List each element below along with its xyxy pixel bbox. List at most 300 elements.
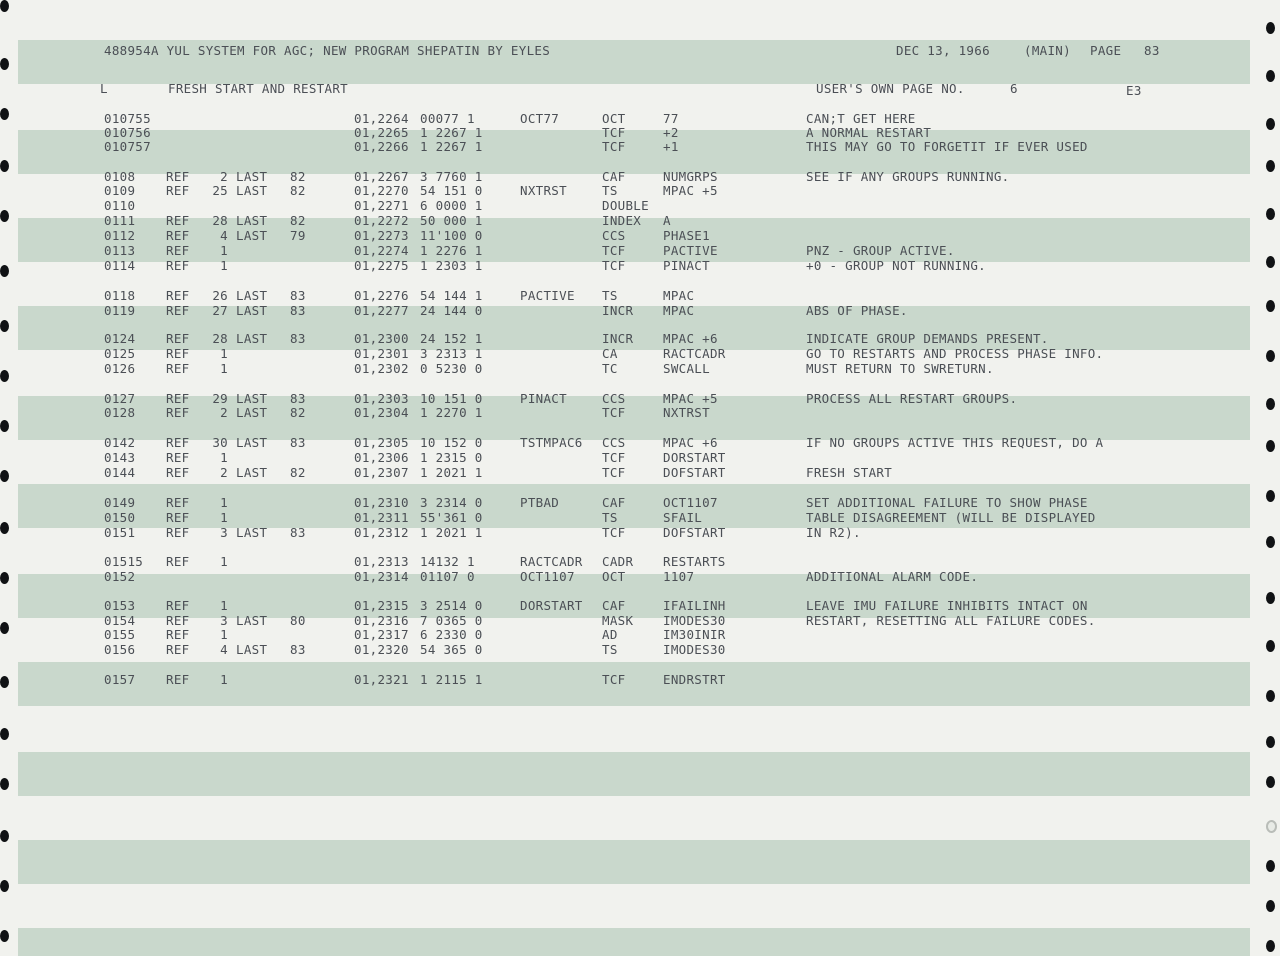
octal-word: 55'361 0 xyxy=(420,510,483,525)
page-number: 83 xyxy=(1144,43,1160,58)
line-number: 0113 xyxy=(104,243,136,258)
line-number: 0152 xyxy=(104,569,136,584)
line-number: 0109 xyxy=(104,183,136,198)
ref-tag: REF xyxy=(166,258,190,273)
ref-page: 79 xyxy=(290,228,306,243)
octal-word: 1 2276 1 xyxy=(420,243,483,258)
ref-tag: REF xyxy=(166,169,190,184)
opcode: TS xyxy=(602,642,618,657)
opcode: TCF xyxy=(602,465,626,480)
ref-count: 1 xyxy=(220,672,228,687)
page-code: E3 xyxy=(1126,83,1142,98)
opcode: TS xyxy=(602,183,618,198)
ref-count: 1 xyxy=(220,258,228,273)
last-tag: LAST xyxy=(236,228,268,243)
symbol-label: PINACT xyxy=(520,391,567,406)
opcode: CCS xyxy=(602,435,626,450)
ref-tag: REF xyxy=(166,465,190,480)
ref-tag: REF xyxy=(166,554,190,569)
operand: NXTRST xyxy=(663,405,710,420)
ref-page: 83 xyxy=(290,525,306,540)
octal-word: 1 2267 1 xyxy=(420,125,483,140)
line-number: 010757 xyxy=(104,139,151,154)
operand: A xyxy=(663,213,671,228)
octal-word: 1 2021 1 xyxy=(420,465,483,480)
last-tag: LAST xyxy=(236,613,268,628)
ref-tag: REF xyxy=(166,183,190,198)
last-tag: LAST xyxy=(236,331,268,346)
line-number: 0157 xyxy=(104,672,136,687)
octal-word: 1 2315 0 xyxy=(420,450,483,465)
ref-count: 1 xyxy=(220,450,228,465)
users-page-number: 6 xyxy=(1010,81,1018,96)
feed-hole xyxy=(0,370,9,382)
address: 01,2301 xyxy=(354,346,409,361)
operand: IMODES30 xyxy=(663,613,726,628)
ref-count: 3 xyxy=(220,613,228,628)
last-tag: LAST xyxy=(236,391,268,406)
operand: MPAC +6 xyxy=(663,331,718,346)
ref-tag: REF xyxy=(166,525,190,540)
ref-tag: REF xyxy=(166,642,190,657)
comment: A NORMAL RESTART xyxy=(806,125,932,140)
feed-hole xyxy=(0,572,9,584)
last-tag: LAST xyxy=(236,213,268,228)
octal-word: 54 365 0 xyxy=(420,642,483,657)
octal-word: 1 2270 1 xyxy=(420,405,483,420)
ref-page: 83 xyxy=(290,435,306,450)
operand: MPAC +5 xyxy=(663,391,718,406)
opcode: TCF xyxy=(602,139,626,154)
operand: SFAIL xyxy=(663,510,703,525)
opcode: TCF xyxy=(602,243,626,258)
operand: NUMGRPS xyxy=(663,169,718,184)
comment: IN R2). xyxy=(806,525,861,540)
opcode: TCF xyxy=(602,672,626,687)
operand: PACTIVE xyxy=(663,243,718,258)
address: 01,2267 xyxy=(354,169,409,184)
ref-count: 1 xyxy=(220,554,228,569)
opcode: TS xyxy=(602,288,618,303)
greenbar-band xyxy=(18,752,1250,796)
ref-count: 4 xyxy=(220,642,228,657)
octal-word: 01107 0 xyxy=(420,569,475,584)
ref-tag: REF xyxy=(166,405,190,420)
feed-hole xyxy=(1266,118,1275,130)
right-feed-holes xyxy=(1264,0,1278,956)
comment: ADDITIONAL ALARM CODE. xyxy=(806,569,979,584)
address: 01,2311 xyxy=(354,510,409,525)
line-number: 0149 xyxy=(104,495,136,510)
line-number: 0151 xyxy=(104,525,136,540)
octal-word: 7 0365 0 xyxy=(420,613,483,628)
ref-page: 82 xyxy=(290,465,306,480)
ref-tag: REF xyxy=(166,435,190,450)
log-section-title: FRESH START AND RESTART xyxy=(168,81,348,96)
feed-hole xyxy=(0,0,9,12)
ref-count: 1 xyxy=(220,361,228,376)
operand: SWCALL xyxy=(663,361,710,376)
address: 01,2316 xyxy=(354,613,409,628)
left-feed-holes xyxy=(0,0,14,956)
octal-word: 10 151 0 xyxy=(420,391,483,406)
line-number: 0119 xyxy=(104,303,136,318)
comment: PNZ - GROUP ACTIVE. xyxy=(806,243,955,258)
ref-page: 82 xyxy=(290,169,306,184)
ref-count: 1 xyxy=(220,627,228,642)
line-number: 0111 xyxy=(104,213,136,228)
octal-word: 10 152 0 xyxy=(420,435,483,450)
ref-count: 28 xyxy=(212,213,228,228)
address: 01,2277 xyxy=(354,303,409,318)
opcode: OCT xyxy=(602,569,626,584)
ref-count: 4 xyxy=(220,228,228,243)
address: 01,2313 xyxy=(354,554,409,569)
address: 01,2315 xyxy=(354,598,409,613)
feed-hole xyxy=(0,265,9,277)
last-tag: LAST xyxy=(236,465,268,480)
line-number: 010756 xyxy=(104,125,151,140)
ref-tag: REF xyxy=(166,243,190,258)
operand: PHASE1 xyxy=(663,228,710,243)
octal-word: 1 2267 1 xyxy=(420,139,483,154)
octal-word: 3 7760 1 xyxy=(420,169,483,184)
address: 01,2266 xyxy=(354,139,409,154)
operand: MPAC +6 xyxy=(663,435,718,450)
comment: INDICATE GROUP DEMANDS PRESENT. xyxy=(806,331,1049,346)
ref-count: 26 xyxy=(212,288,228,303)
line-number: 010755 xyxy=(104,111,151,126)
line-number: 0108 xyxy=(104,169,136,184)
octal-word: 14132 1 xyxy=(420,554,475,569)
line-number: 0114 xyxy=(104,258,136,273)
opcode: INCR xyxy=(602,303,634,318)
feed-hole xyxy=(1266,592,1275,604)
comment: FRESH START xyxy=(806,465,893,480)
line-number: 0155 xyxy=(104,627,136,642)
line-number: 0128 xyxy=(104,405,136,420)
opcode: CCS xyxy=(602,391,626,406)
comment: +0 - GROUP NOT RUNNING. xyxy=(806,258,986,273)
ref-page: 83 xyxy=(290,303,306,318)
operand: +1 xyxy=(663,139,679,154)
line-number: 0110 xyxy=(104,198,136,213)
line-number: 0142 xyxy=(104,435,136,450)
ref-tag: REF xyxy=(166,346,190,361)
octal-word: 1 2303 1 xyxy=(420,258,483,273)
feed-hole xyxy=(1266,940,1275,952)
comment: GO TO RESTARTS AND PROCESS PHASE INFO. xyxy=(806,346,1104,361)
ref-page: 80 xyxy=(290,613,306,628)
octal-word: 24 144 0 xyxy=(420,303,483,318)
ref-page: 83 xyxy=(290,331,306,346)
octal-word: 6 0000 1 xyxy=(420,198,483,213)
operand: ENDRSTRT xyxy=(663,672,726,687)
octal-word: 54 151 0 xyxy=(420,183,483,198)
address: 01,2264 xyxy=(354,111,409,126)
ref-count: 1 xyxy=(220,510,228,525)
operand: MPAC xyxy=(663,303,695,318)
operand: 77 xyxy=(663,111,679,126)
ref-tag: REF xyxy=(166,391,190,406)
line-number: 01515 xyxy=(104,554,144,569)
operand: IMODES30 xyxy=(663,642,726,657)
feed-hole xyxy=(1266,690,1275,702)
opcode: CAF xyxy=(602,495,626,510)
opcode: CAF xyxy=(602,598,626,613)
line-number: 0124 xyxy=(104,331,136,346)
ref-count: 1 xyxy=(220,495,228,510)
ref-tag: REF xyxy=(166,450,190,465)
ref-tag: REF xyxy=(166,672,190,687)
symbol-label: DORSTART xyxy=(520,598,583,613)
address: 01,2317 xyxy=(354,627,409,642)
feed-hole xyxy=(0,470,9,482)
comment: PROCESS ALL RESTART GROUPS. xyxy=(806,391,1018,406)
ref-tag: REF xyxy=(166,598,190,613)
address: 01,2306 xyxy=(354,450,409,465)
feed-hole xyxy=(1266,490,1275,502)
address: 01,2304 xyxy=(354,405,409,420)
ref-tag: REF xyxy=(166,627,190,642)
octal-word: 24 152 1 xyxy=(420,331,483,346)
symbol-label: NXTRST xyxy=(520,183,567,198)
opcode: TCF xyxy=(602,405,626,420)
feed-hole xyxy=(1266,536,1275,548)
feed-hole xyxy=(0,880,9,892)
symbol-label: OCT1107 xyxy=(520,569,575,584)
line-number: 0150 xyxy=(104,510,136,525)
ref-count: 28 xyxy=(212,331,228,346)
last-tag: LAST xyxy=(236,405,268,420)
last-tag: LAST xyxy=(236,303,268,318)
feed-hole xyxy=(1266,300,1275,312)
line-number: 0127 xyxy=(104,391,136,406)
opcode: CCS xyxy=(602,228,626,243)
ref-tag: REF xyxy=(166,228,190,243)
comment: RESTART, RESETTING ALL FAILURE CODES. xyxy=(806,613,1096,628)
feed-hole xyxy=(0,676,9,688)
greenbar-band xyxy=(18,928,1250,956)
octal-word: 3 2314 0 xyxy=(420,495,483,510)
feed-hole xyxy=(0,420,9,432)
users-page-label: USER'S OWN PAGE NO. xyxy=(816,81,965,96)
symbol-label: RACTCADR xyxy=(520,554,583,569)
ref-count: 1 xyxy=(220,598,228,613)
address: 01,2300 xyxy=(354,331,409,346)
address: 01,2275 xyxy=(354,258,409,273)
address: 01,2265 xyxy=(354,125,409,140)
octal-word: 54 144 1 xyxy=(420,288,483,303)
opcode: CA xyxy=(602,346,618,361)
comment: ABS OF PHASE. xyxy=(806,303,908,318)
feed-hole xyxy=(1266,640,1275,652)
last-tag: LAST xyxy=(236,183,268,198)
address: 01,2302 xyxy=(354,361,409,376)
last-tag: LAST xyxy=(236,642,268,657)
address: 01,2312 xyxy=(354,525,409,540)
operand: IFAILINH xyxy=(663,598,726,613)
address: 01,2270 xyxy=(354,183,409,198)
feed-hole xyxy=(1266,736,1275,748)
last-tag: LAST xyxy=(236,169,268,184)
symbol-label: TSTMPAC6 xyxy=(520,435,583,450)
feed-hole xyxy=(1266,350,1275,362)
ref-page: 83 xyxy=(290,642,306,657)
octal-word: 6 2330 0 xyxy=(420,627,483,642)
line-number: 0156 xyxy=(104,642,136,657)
feed-hole xyxy=(1266,256,1275,268)
operand: MPAC xyxy=(663,288,695,303)
feed-hole xyxy=(1266,22,1275,34)
operand: DORSTART xyxy=(663,450,726,465)
operand: DOFSTART xyxy=(663,465,726,480)
opcode: TCF xyxy=(602,450,626,465)
address: 01,2320 xyxy=(354,642,409,657)
ref-page: 82 xyxy=(290,183,306,198)
ref-tag: REF xyxy=(166,331,190,346)
feed-hole xyxy=(0,58,9,70)
feed-hole xyxy=(1266,776,1275,788)
feed-hole xyxy=(0,622,9,634)
greenbar-band xyxy=(18,840,1250,884)
line-number: 0126 xyxy=(104,361,136,376)
feed-hole xyxy=(1266,860,1275,872)
comment: TABLE DISAGREEMENT (WILL BE DISPLAYED xyxy=(806,510,1096,525)
address: 01,2314 xyxy=(354,569,409,584)
feed-hole xyxy=(0,320,9,332)
feed-hole xyxy=(1266,900,1275,912)
ref-count: 30 xyxy=(212,435,228,450)
ref-count: 2 xyxy=(220,169,228,184)
ref-page: 83 xyxy=(290,288,306,303)
address: 01,2274 xyxy=(354,243,409,258)
listing-date: DEC 13, 1966 xyxy=(896,43,990,58)
opcode: CAF xyxy=(602,169,626,184)
feed-hole xyxy=(1266,208,1275,220)
comment: LEAVE IMU FAILURE INHIBITS INTACT ON xyxy=(806,598,1088,613)
opcode: CADR xyxy=(602,554,634,569)
feed-hole xyxy=(1266,440,1275,452)
opcode: TCF xyxy=(602,125,626,140)
ref-count: 2 xyxy=(220,465,228,480)
symbol-label: OCT77 xyxy=(520,111,560,126)
ref-count: 29 xyxy=(212,391,228,406)
ref-count: 1 xyxy=(220,346,228,361)
octal-word: 00077 1 xyxy=(420,111,475,126)
listing-header: 488954A YUL SYSTEM FOR AGC; NEW PROGRAM SHEPATIN BY EYLES xyxy=(104,43,551,58)
comment: CAN;T GET HERE xyxy=(806,111,916,126)
feed-hole xyxy=(0,778,9,790)
opcode: OCT xyxy=(602,111,626,126)
operand: PINACT xyxy=(663,258,710,273)
opcode: TS xyxy=(602,510,618,525)
feed-hole xyxy=(1266,160,1275,172)
address: 01,2276 xyxy=(354,288,409,303)
ref-tag: REF xyxy=(166,510,190,525)
operand: RACTCADR xyxy=(663,346,726,361)
operand: OCT1107 xyxy=(663,495,718,510)
ref-tag: REF xyxy=(166,303,190,318)
address: 01,2310 xyxy=(354,495,409,510)
ref-tag: REF xyxy=(166,288,190,303)
opcode: MASK xyxy=(602,613,634,628)
comment: THIS MAY GO TO FORGETIT IF EVER USED xyxy=(806,139,1088,154)
operand: IM30INIR xyxy=(663,627,726,642)
octal-word: 50 000 1 xyxy=(420,213,483,228)
ref-count: 27 xyxy=(212,303,228,318)
comment: SET ADDITIONAL FAILURE TO SHOW PHASE xyxy=(806,495,1088,510)
line-number: 0118 xyxy=(104,288,136,303)
feed-hole xyxy=(0,108,9,120)
ref-count: 25 xyxy=(212,183,228,198)
opcode: INDEX xyxy=(602,213,642,228)
line-number: 0125 xyxy=(104,346,136,361)
ref-page: 83 xyxy=(290,391,306,406)
operand: RESTARTS xyxy=(663,554,726,569)
opcode: TCF xyxy=(602,525,626,540)
address: 01,2273 xyxy=(354,228,409,243)
octal-word: 11'100 0 xyxy=(420,228,483,243)
opcode: AD xyxy=(602,627,618,642)
symbol-label: PACTIVE xyxy=(520,288,575,303)
feed-hole xyxy=(1266,70,1275,82)
ref-tag: REF xyxy=(166,613,190,628)
opcode: TCF xyxy=(602,258,626,273)
ref-tag: REF xyxy=(166,213,190,228)
address: 01,2307 xyxy=(354,465,409,480)
last-tag: LAST xyxy=(236,435,268,450)
opcode: INCR xyxy=(602,331,634,346)
listing-main: (MAIN) xyxy=(1024,43,1071,58)
feed-hole xyxy=(0,830,9,842)
log-section-marker: L xyxy=(100,81,108,96)
feed-hole xyxy=(0,728,9,740)
comment: MUST RETURN TO SWRETURN. xyxy=(806,361,994,376)
ref-count: 3 xyxy=(220,525,228,540)
address: 01,2321 xyxy=(354,672,409,687)
operand: 1107 xyxy=(663,569,695,584)
last-tag: LAST xyxy=(236,288,268,303)
line-number: 0144 xyxy=(104,465,136,480)
comment: SEE IF ANY GROUPS RUNNING. xyxy=(806,169,1010,184)
opcode: TC xyxy=(602,361,618,376)
symbol-label: PTBAD xyxy=(520,495,560,510)
opcode: DOUBLE xyxy=(602,198,649,213)
octal-word: 1 2115 1 xyxy=(420,672,483,687)
ref-page: 82 xyxy=(290,405,306,420)
octal-word: 3 2514 0 xyxy=(420,598,483,613)
octal-word: 1 2021 1 xyxy=(420,525,483,540)
ref-count: 1 xyxy=(220,243,228,258)
feed-hole xyxy=(1266,820,1277,833)
feed-hole xyxy=(0,160,9,172)
address: 01,2303 xyxy=(354,391,409,406)
address: 01,2272 xyxy=(354,213,409,228)
octal-word: 3 2313 1 xyxy=(420,346,483,361)
ref-page: 82 xyxy=(290,213,306,228)
address: 01,2271 xyxy=(354,198,409,213)
ref-count: 2 xyxy=(220,405,228,420)
page-label: PAGE xyxy=(1090,43,1122,58)
operand: +2 xyxy=(663,125,679,140)
comment: IF NO GROUPS ACTIVE THIS REQUEST, DO A xyxy=(806,435,1104,450)
line-number: 0112 xyxy=(104,228,136,243)
feed-hole xyxy=(0,930,9,942)
ref-tag: REF xyxy=(166,361,190,376)
feed-hole xyxy=(1266,398,1275,410)
last-tag: LAST xyxy=(236,525,268,540)
